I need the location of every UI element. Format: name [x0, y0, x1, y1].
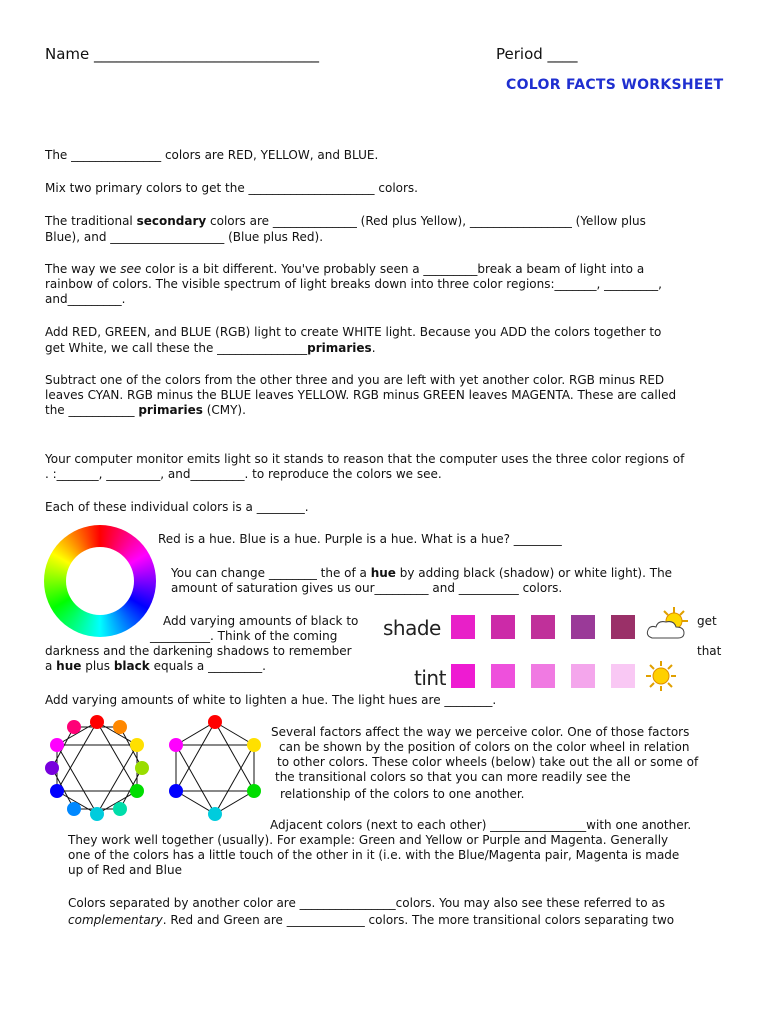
tint-swatch: [531, 664, 555, 688]
monitor-line-2: . :_______, _________, and_________. to reproduce the colors we see.: [45, 467, 442, 481]
cmy-line-2: leaves CYAN. RGB minus the BLUE leaves YELLOW. RGB minus GREEN leaves MAGENTA. These are called: [45, 388, 677, 402]
tint-swatch: [451, 664, 475, 688]
see-line-1: The way we see color is a bit different. You've probably seen a _________break a beam of light into a: [45, 262, 645, 276]
black-line-1: Add varying amounts of black to: [163, 614, 359, 628]
white-hues-line: Add varying amounts of white to lighten a hue. The light hues are ________.: [45, 693, 497, 707]
tint-swatch: [491, 664, 515, 688]
cmy-line-1: Subtract one of the colors from the other three and you are left with yet another color. RGB minus RED: [45, 373, 665, 387]
secondary-line-2: Blue), and ___________________ (Blue plus Red).: [45, 230, 324, 244]
adjacent-line-1: Adjacent colors (next to each other) ________________with one another.: [270, 818, 692, 832]
six-color-wheel-diagram: [165, 712, 265, 822]
tint-swatch: [571, 664, 595, 688]
see-line-2: rainbow of colors. The visible spectrum of light breaks down into three color regions:_______, _________,: [45, 277, 662, 291]
shade-swatch: [611, 615, 635, 639]
hue-change-line: You can change ________ the of a hue by adding black (shadow) or white light). The: [171, 566, 673, 580]
hue-question: Red is a hue. Blue is a hue. Purple is a hue. What is a hue? ________: [158, 532, 562, 546]
primary-colors-line: The _______________ colors are RED, YELLOW, and BLUE.: [45, 148, 379, 162]
factors-line-1: Several factors affect the way we perceive color. One of those factors: [271, 725, 690, 739]
saturation-line: amount of saturation gives us our_________ and __________ colors.: [171, 581, 563, 595]
separated-line-1: Colors separated by another color are ________________colors. You may also see these referred to as: [68, 896, 665, 910]
sun-icon: [645, 660, 677, 692]
period-field-label: Period ____: [496, 45, 578, 63]
factors-line-5: relationship of the colors to one another.: [280, 787, 525, 801]
black-line-4: a hue plus black equals a _________.: [45, 659, 266, 673]
color-wheel-image: [44, 525, 156, 637]
worksheet-title: COLOR FACTS WORKSHEET: [506, 77, 724, 93]
shade-swatch: [531, 615, 555, 639]
shade-swatch: [451, 615, 475, 639]
factors-line-3: to other colors. These color wheels (below) take out the all or some of: [277, 755, 699, 769]
black-line-3: darkness and the darkening shadows to remember: [45, 644, 352, 658]
black-line-2: __________. Think of the coming: [150, 629, 338, 643]
tint-swatch: [611, 664, 635, 688]
rgb-line-1: Add RED, GREEN, and BLUE (RGB) light to create WHITE light. Because you ADD the colors together to: [45, 325, 662, 339]
name-field-label: Name ______________________________: [45, 45, 320, 63]
adjacent-line-3: one of the colors has a little touch of the other in it (i.e. with the Blue/Magenta pair, Magenta is made: [68, 848, 680, 862]
adjacent-line-4: up of Red and Blue: [68, 863, 182, 877]
individual-colors-line: Each of these individual colors is a ________.: [45, 500, 309, 514]
rgb-line-2: get White, we call these the _______________primaries.: [45, 341, 376, 355]
adjacent-line-2: They work well together (usually). For example: Green and Yellow or Purple and Magenta. Generally: [68, 833, 669, 847]
twelve-color-wheel-diagram: [40, 712, 155, 822]
cmy-line-3: the ___________ primaries (CMY).: [45, 403, 246, 417]
cloud-sun-icon: [644, 605, 690, 643]
tint-label: tint: [414, 666, 446, 690]
that-word: that: [697, 644, 722, 658]
get-word: get: [697, 614, 717, 628]
shade-swatch: [571, 615, 595, 639]
mix-line: Mix two primary colors to get the _____________________ colors.: [45, 181, 418, 195]
monitor-line-1: Your computer monitor emits light so it stands to reason that the computer uses the three color regions of: [45, 452, 685, 466]
separated-line-2: complementary. Red and Green are _____________ colors. The more transitional colors separating two: [68, 913, 675, 927]
shade-swatch: [491, 615, 515, 639]
see-line-3: and_________.: [45, 292, 126, 306]
factors-line-4: the transitional colors so that you can more readily see the: [275, 770, 631, 784]
secondary-line-1: The traditional secondary colors are ______________ (Red plus Yellow), _________________ (Yellow plus: [45, 214, 646, 228]
shade-label: shade: [383, 616, 441, 640]
factors-line-2: can be shown by the position of colors on the color wheel in relation: [279, 740, 690, 754]
